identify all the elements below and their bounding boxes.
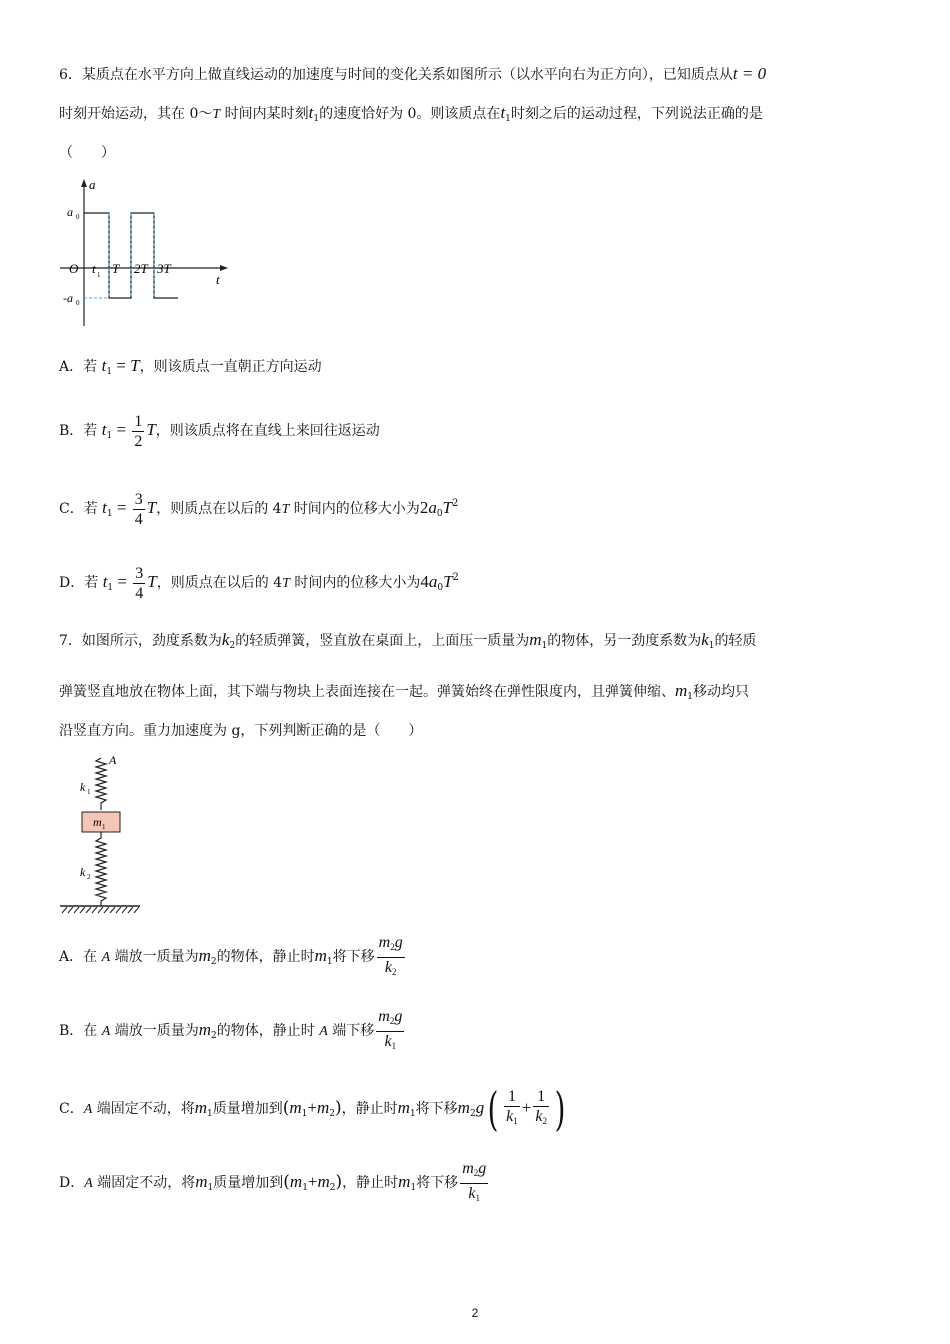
svg-text:2: 2	[87, 873, 91, 881]
spring-system-figure	[56, 752, 146, 918]
page-number: 2	[471, 1306, 479, 1320]
label-a0: a	[67, 205, 73, 219]
label-m1: m	[93, 815, 102, 829]
q7-stem-line3: 沿竖直方向。重力加速度为 g，下列判断正确的是（ ）	[59, 723, 423, 739]
ground-hatch	[62, 907, 139, 913]
q6-option-b[interactable]: B．若 $t_1$ = $\frac{1}{2}$ T，则该质点将在直线上来回往返运动	[59, 412, 380, 450]
q7-stem-line2: 弹簧竖直地放在物体上面，其下端与物块上表面连接在一起。弹簧始终在弹性限度内，且弹簧伸缩、$m_1$移动均只	[59, 681, 750, 702]
y-axis-arrow	[81, 179, 87, 187]
q6-stem-line1: 6．某质点在水平方向上做直线运动的加速度与时间的变化关系如图所示（以水平向右为正方向），已知质点从t = 0	[59, 64, 767, 83]
acceleration-time-graph	[56, 176, 236, 332]
svg-text:1: 1	[97, 271, 101, 279]
label-k2: k	[80, 865, 86, 879]
label-a: a	[89, 177, 96, 192]
q7-option-c[interactable]: C．A 端固定不动，将$m_1$质量增加到$(m_1+m_2)$，静止时$m_1$将下移$m_2g$( $\frac{1}{k_1}$ + $\frac{1}{k_2}$ )	[59, 1082, 566, 1136]
label-k1: k	[80, 780, 86, 794]
svg-text:1: 1	[87, 788, 91, 796]
spring-k1	[96, 758, 106, 810]
label-origin: O	[69, 261, 79, 276]
math-t-eq-0: t = 0	[732, 64, 767, 83]
label-A: A	[109, 753, 117, 767]
spring-k2	[96, 832, 106, 906]
label-neg-a0: -a	[63, 291, 73, 305]
svg-text:1: 1	[102, 823, 106, 831]
label-3T: 3T	[157, 261, 171, 276]
q7-stem-line1: 7．如图所示，劲度系数为$k_2$的轻质弹簧，竖直放在桌面上，上面压一质量为$m_1$的物体，另一劲度系数为$k_1$的轻质	[59, 630, 757, 651]
label-t1: t	[92, 261, 96, 276]
label-2T: 2T	[134, 261, 148, 276]
q6-bracket: （ ）	[59, 145, 115, 161]
q7-option-b[interactable]: B．在 A 端放一质量为$m_2$的物体，静止时 A 端下移 $\frac{m_2g}{k_1}$	[59, 1006, 406, 1060]
q6-option-c[interactable]: C．若 $t_1$ = $\frac{3}{4}$ T，则质点在以后的 4T 时间内的位移大小为$2a_0T^2$	[59, 490, 459, 528]
q7-option-a[interactable]: A．在 A 端放一质量为$m_2$的物体，静止时$m_1$将下移 $\frac{m_2g}{k_2}$	[59, 932, 407, 986]
svg-text:0: 0	[76, 213, 80, 221]
q6-option-d[interactable]: D．若 $t_1$ = $\frac{3}{4}$ T，则质点在以后的 4T 时间内的位移大小为$4a_0T^2$	[59, 564, 459, 602]
svg-text:0: 0	[76, 299, 80, 307]
label-T: T	[112, 261, 120, 276]
label-t: t	[216, 272, 220, 287]
x-axis-arrow	[220, 265, 228, 271]
q6-stem-line2: 时刻开始运动，其在 0～T 时间内某时刻$t_1$的速度恰好为 0。则该质点在$t_1$时刻之后的运动过程，下列说法正确的是	[59, 103, 763, 124]
q6-option-a[interactable]: A．若 $t_1 = T$，则该质点一直朝正方向运动	[59, 356, 322, 377]
q7-option-d[interactable]: D．A 端固定不动，将$m_1$质量增加到$(m_1+m_2)$，静止时$m_1$将下移 $\frac{m_2g}{k_1}$	[59, 1158, 490, 1212]
